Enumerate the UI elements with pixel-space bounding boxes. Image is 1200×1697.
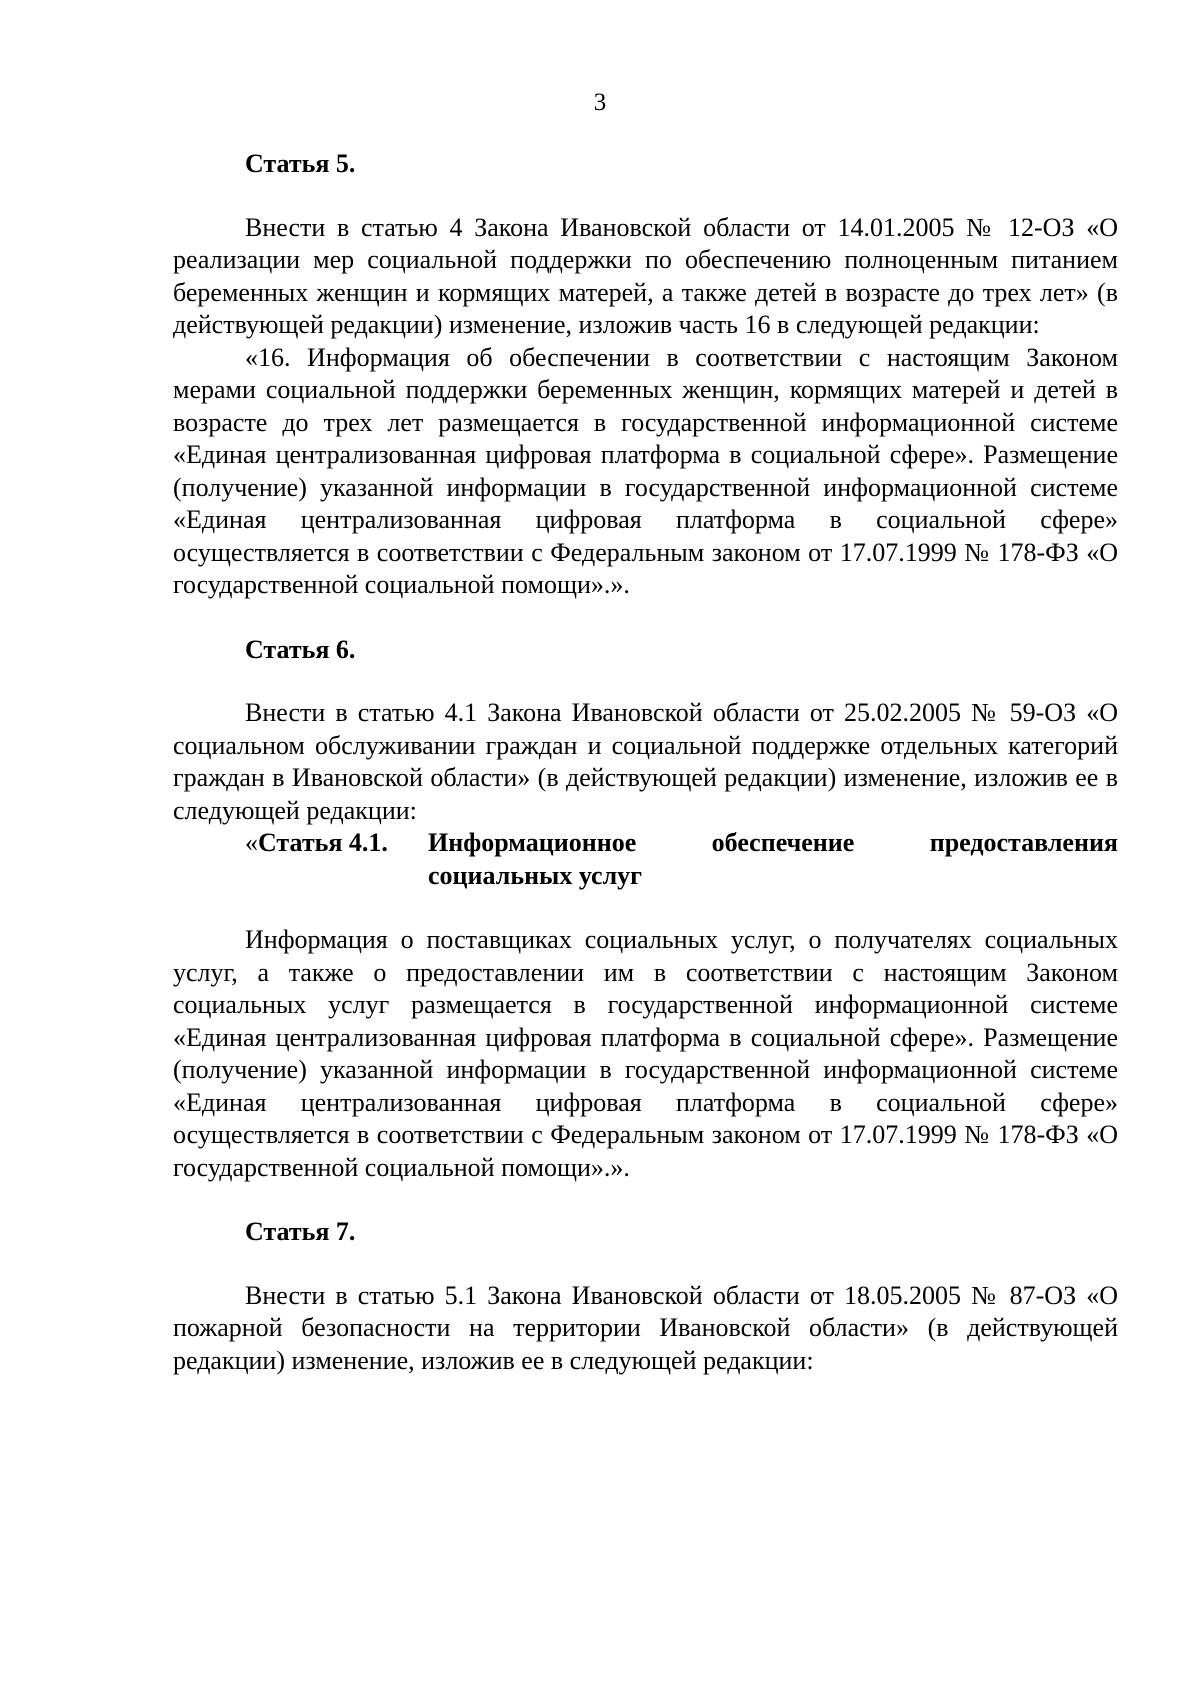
article-6-paragraph-1: Внести в статью 4.1 Закона Ивановской области от 25.02.2005 № 59-ОЗ «О социальном обслуживании граждан и социальной поддержке отдельных категорий граждан в Ивановской области» (в действующей редакции) изменение, изложив ее в следующей редакции: [173,698,1118,825]
article-5-paragraph-1: Внести в статью 4 Закона Ивановской области от 14.01.2005 № 12-ОЗ «О реализации мер социальной поддержки по обеспечению полноценным питанием беременных женщин и кормящих матерей, а также детей в возрасте до трех лет» (в действующей редакции) изменение, изложив часть 16 в следующей редакции: [173,212,1118,339]
article-6-paragraph-2: Информация о поставщиках социальных услуг, о получателях социальных услуг, а также о предоставлении им в соответствии с настоящим Законом социальных услуг размещается в государственной информационной системе «Единая централизованная цифровая платформа в социальной сфере». Размещение (получение) указанной информации в государственной информационной системе «Единая централизованная цифровая платформа в социальной сфере» осуществляется в соответствии с Федеральным законом от 17.07.1999 № 178-ФЗ «О государственной социальной помощи».». [173,925,1118,1182]
article-4-1-title-line-1: Информационное обеспечение предоставления [428,828,1118,857]
article-6-heading: Статья 6. [245,634,356,664]
article-7-paragraph-1: Внести в статью 5.1 Закона Ивановской области от 18.05.2005 № 87-ОЗ «О пожарной безопасности на территории Ивановской области» (в действующей редакции) изменение, изложив ее в следующей редакции: [173,1280,1118,1375]
article-4-1-label [245,827,428,892]
article-4-1-number: Статья 4.1. [258,828,388,857]
article-5-paragraph-2: «16. Информация об обеспечении в соответствии с настоящим Законом мерами социальной поддержки беременных женщин, кормящих матерей и детей в возрасте до трех лет размещается в государственной информационной системе «Единая централизованная цифровая платформа в социальной сфере». Размещение (получение) указанной информации в государственной информационной системе «Единая централизованная цифровая платформа в социальной сфере» осуществляется в соответствии с Федеральным законом от 17.07.1999 № 178-ФЗ «О государственной социальной помощи».». [173,342,1118,599]
article-4-1-title [173,827,1118,892]
opening-quote: « [245,828,258,857]
article-4-1-title-text [428,827,1118,892]
article-4-1-title-line-2: социальных услуг [428,860,642,890]
page-number: 3 [593,89,607,116]
document-body [173,148,1118,1377]
article-5-heading: Статья 5. [245,149,356,178]
article-7-heading: Статья 7. [245,1217,356,1246]
